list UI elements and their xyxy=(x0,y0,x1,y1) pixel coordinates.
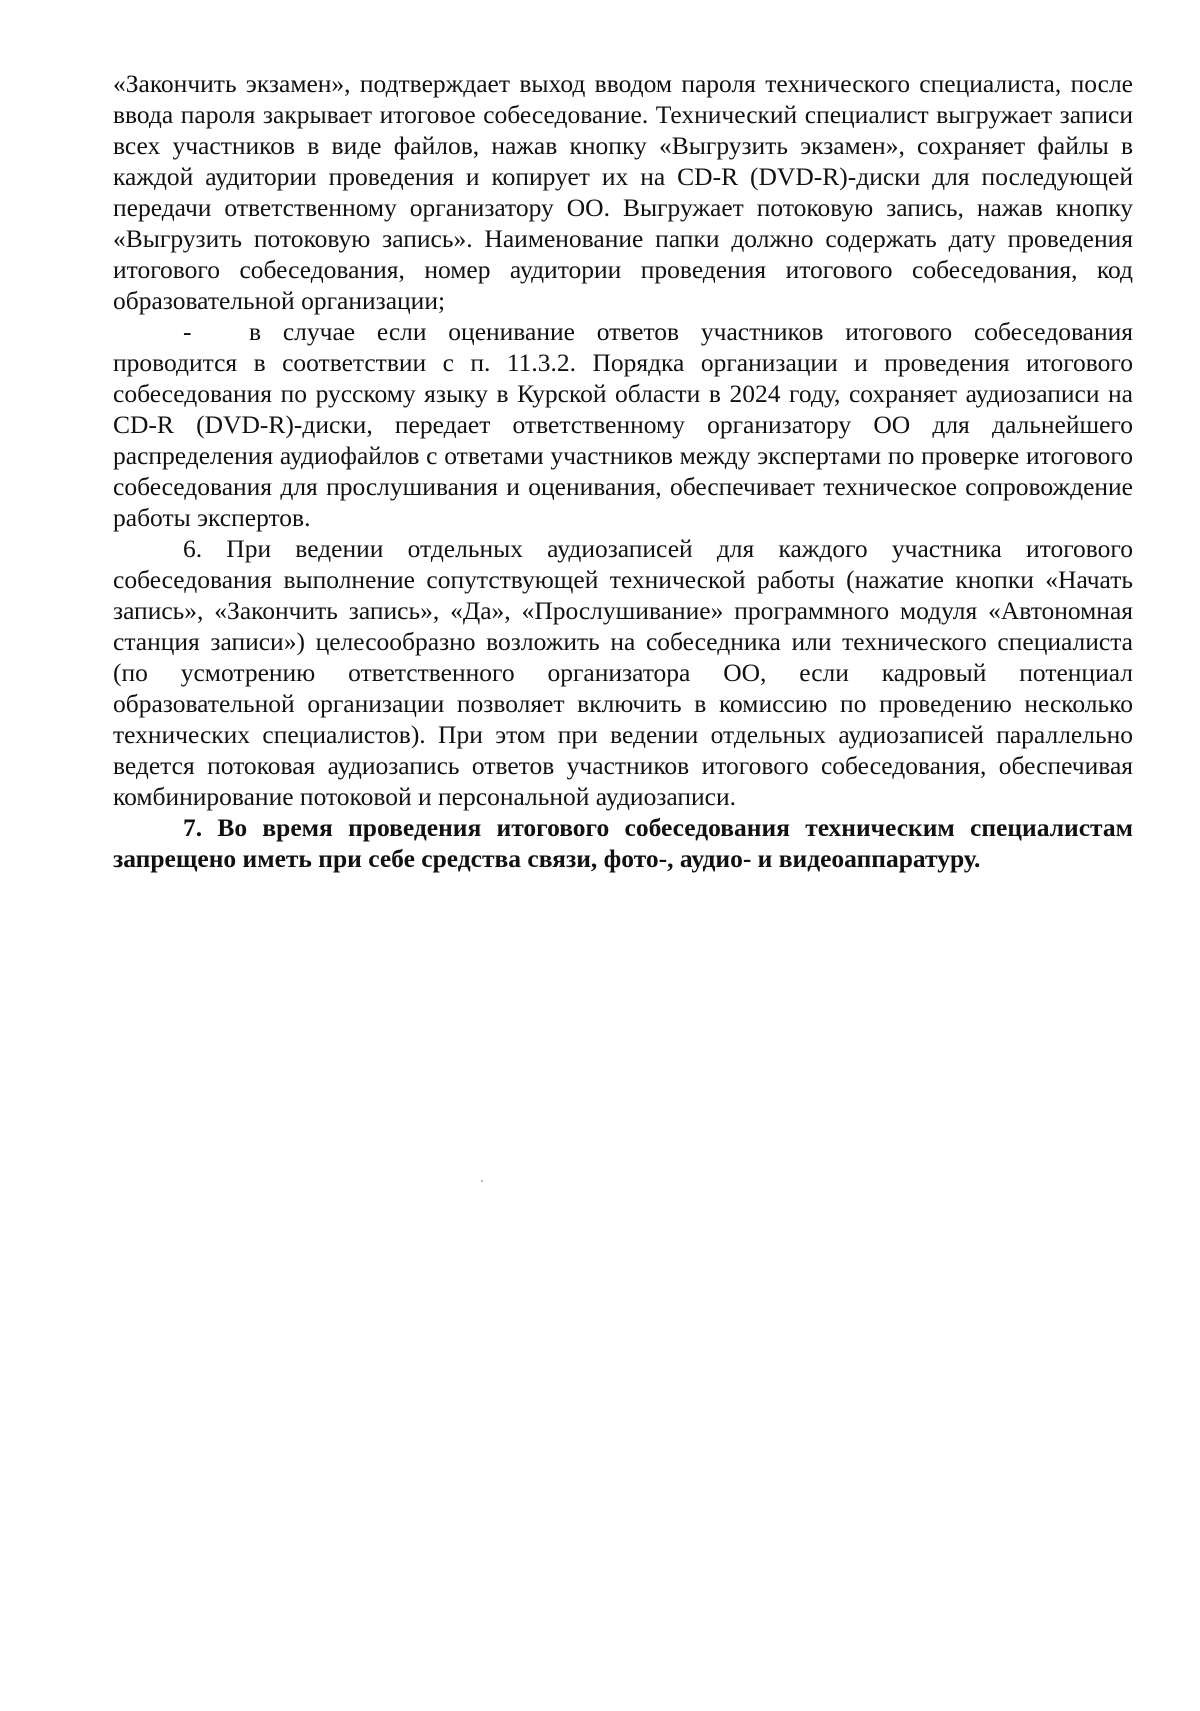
paragraph-audio-evaluation-text: в случае если оценивание ответов участников итогового собеседования проводится в соответствии с п. 11.3.2. Порядка организации и проведения итогового собеседования по русскому языку в Курской области в 2024 году, сохраняет аудиозаписи на CD-R (DVD-R)-диски, передает ответственному организатору ОО для дальнейшего распределения аудиофайлов с ответами участников между экспертами по проверке итогового собеседования для прослушивания и оценивания, обеспечивает техническое сопровождение работы экспертов. xyxy=(113,317,1133,532)
bullet-marker: - xyxy=(183,317,192,346)
paragraph-audio-evaluation xyxy=(113,316,1133,533)
paragraph-export-exam: «Закончить экзамен», подтверждает выход вводом пароля технического специалиста, после ввода пароля закрывает итоговое собеседование. Технический специалист выгружает записи всех участников в виде файлов, нажав кнопку «Выгрузить экзамен», сохраняет файлы в каждой аудитории проведения и копирует их на CD-R (DVD-R)-диски для последующей передачи ответственному организатору ОО. Выгружает потоковую запись, нажав кнопку «Выгрузить потоковую запись». Наименование папки должно содержать дату проведения итогового собеседования, номер аудитории проведения итогового собеседования, код образовательной организации; xyxy=(113,69,1133,315)
scan-speck xyxy=(481,1180,483,1182)
document-page xyxy=(113,68,1133,874)
paragraph-7-restrictions: 7. Во время проведения итогового собеседования техническим специалистам запрещено иметь при себе средства связи, фото-, аудио- и видеоаппаратуру. xyxy=(113,813,1133,873)
paragraph-6-separate-recordings: 6. При ведении отдельных аудиозаписей для каждого участника итогового собеседования выполнение сопутствующей технической работы (нажатие кнопки «Начать запись», «Закончить запись», «Да», «Прослушивание» программного модуля «Автономная станция записи») целесообразно возложить на собеседника или технического специалиста (по усмотрению ответственного организатора ОО, если кадровый потенциал образовательной организации позволяет включить в комиссию по проведению несколько технических специалистов). При этом при ведении отдельных аудиозаписей параллельно ведется потоковая аудиозапись ответов участников итогового собеседования, обеспечивая комбинирование потоковой и персональной аудиозаписи. xyxy=(113,534,1133,811)
